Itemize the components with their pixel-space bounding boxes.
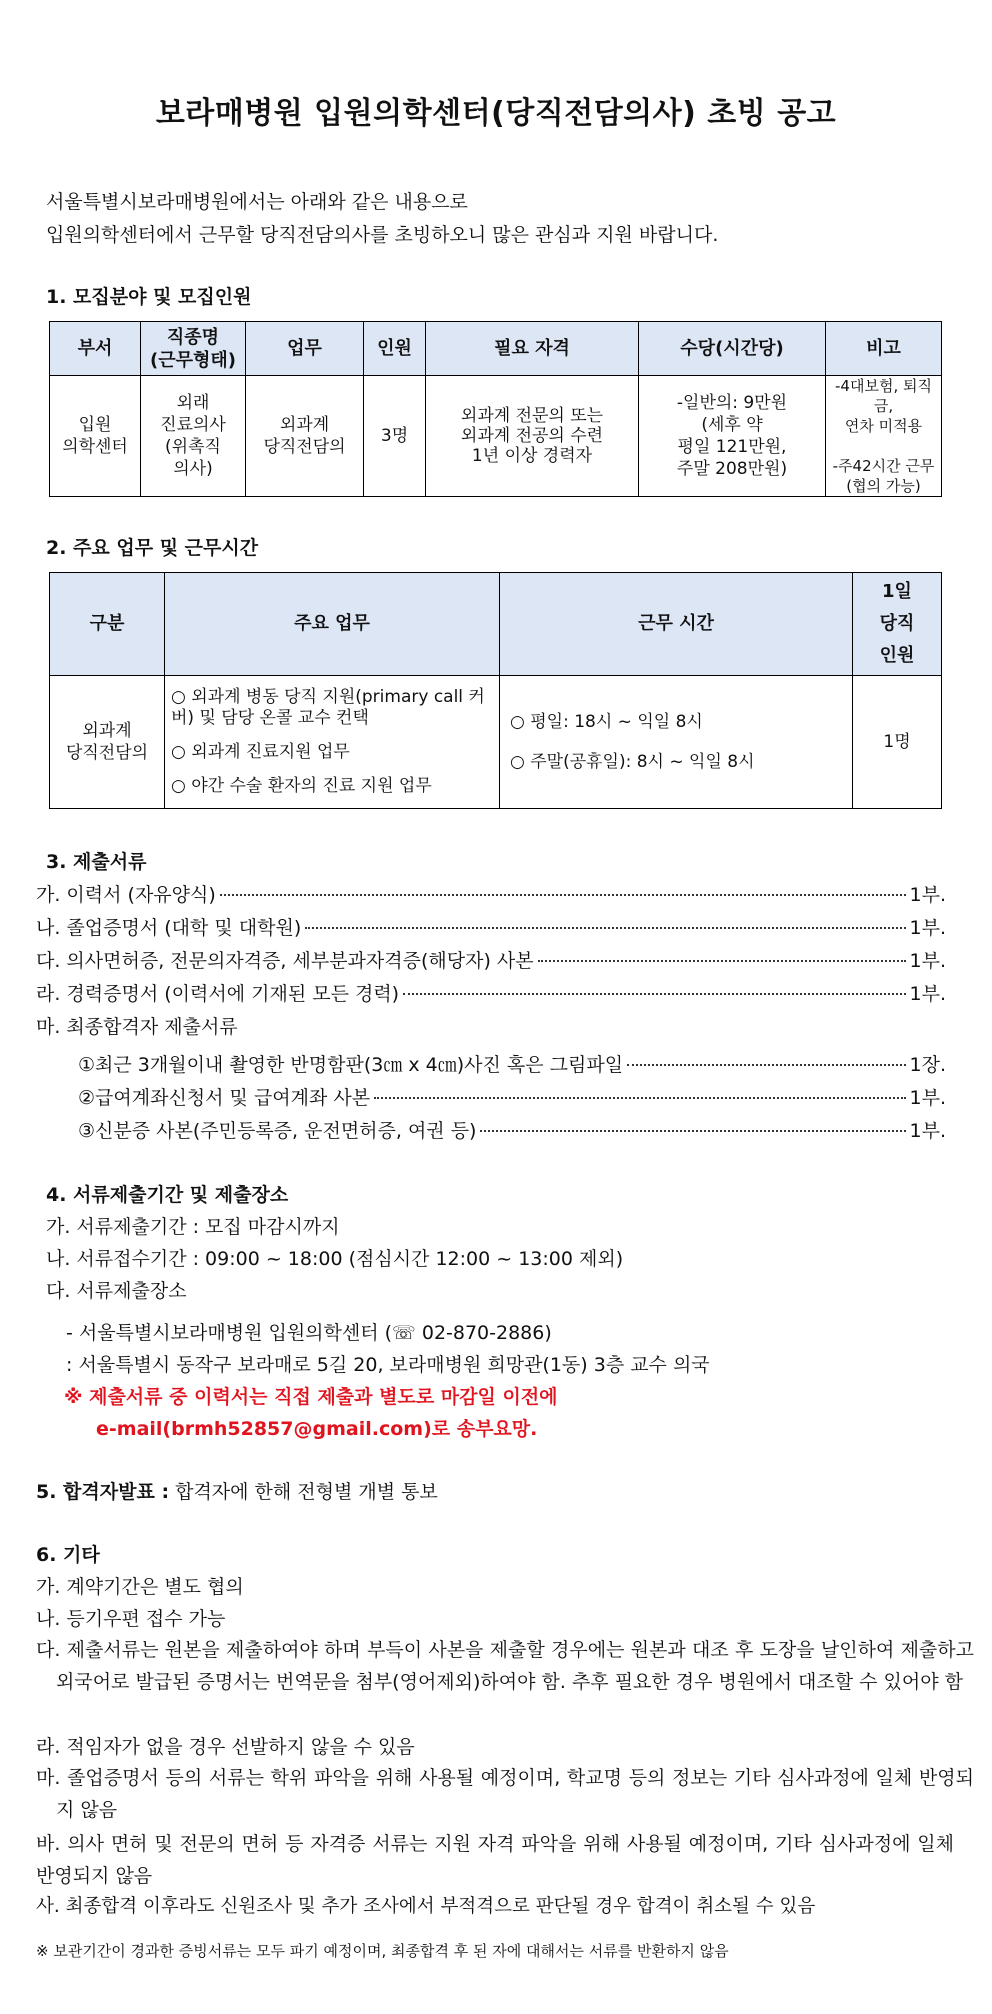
submission-place: - 서울특별시보라매병원 입원의학센터 (☏ 02-870-2886) bbox=[66, 1322, 552, 1344]
final-doc-qty: 1장. bbox=[909, 1054, 946, 1076]
submission-hours: 나. 서류접수기간 : 09:00 ~ 18:00 (점심시간 12:00 ~ 13:00 제외) bbox=[46, 1248, 624, 1270]
misc-item: 바. 의사 면허 및 전문의 면허 등 자격증 서류는 지원 자격 파악을 위해 사용될 예정이며, 기타 심사과정에 일체 반영되지 않음 bbox=[36, 1833, 954, 1887]
final-doc-qty: 1부. bbox=[909, 1087, 946, 1109]
cell-duties bbox=[165, 676, 500, 809]
email-address: e-mail(brmh52857@gmail.com)로 송부요망. bbox=[96, 1418, 538, 1440]
header-hours: 근무 시간 bbox=[500, 573, 853, 676]
doc-item-label: 나. 졸업증명서 (대학 및 대학원) bbox=[36, 917, 302, 939]
header-qualification: 필요 자격 bbox=[426, 322, 639, 376]
header-note: 비고 bbox=[826, 322, 942, 376]
intro-text bbox=[46, 186, 718, 252]
final-doc-label: ①최근 3개월이내 촬영한 반명함판(3㎝ x 4㎝)사진 혹은 그림파일 bbox=[78, 1054, 624, 1076]
submission-place-label: 다. 서류제출장소 bbox=[46, 1280, 187, 1302]
cell-count: 3명 bbox=[364, 376, 426, 497]
section-1-heading: 1. 모집분야 및 모집인원 bbox=[46, 286, 252, 308]
section-5 bbox=[36, 1477, 438, 1504]
hours-item: ○ 주말(공휴일): 8시 ~ 익일 8시 bbox=[510, 752, 755, 772]
cell-job: 외래 진료의사 (위촉직 의사) bbox=[141, 376, 246, 497]
doc-item-qty: 1부. bbox=[909, 983, 946, 1005]
doc-item-label: 가. 이력서 (자유양식) bbox=[36, 884, 216, 906]
final-doc-item bbox=[78, 1050, 946, 1077]
doc-item bbox=[36, 913, 946, 940]
submission-period: 가. 서류제출기간 : 모집 마감시까지 bbox=[46, 1216, 340, 1238]
duty-item: ○ 야간 수술 환자의 진료 지원 업무 bbox=[171, 776, 432, 796]
doc-item bbox=[36, 880, 946, 907]
header-dept: 부서 bbox=[50, 322, 141, 376]
recruit-table bbox=[49, 321, 942, 497]
cell-task: 외과계 당직전담의 bbox=[246, 376, 364, 497]
cell-daily-count: 1명 bbox=[853, 676, 942, 809]
cell-hours bbox=[500, 676, 853, 809]
final-docs-label: 마. 최종합격자 제출서류 bbox=[36, 1016, 238, 1038]
duty-table bbox=[49, 572, 942, 809]
misc-item: 사. 최종합격 이후라도 신원조사 및 추가 조사에서 부적격으로 판단될 경우 합격이 취소될 수 있음 bbox=[36, 1896, 816, 1917]
duty-item: ○ 외과계 진료지원 업무 bbox=[171, 742, 350, 762]
misc-item: 마. 졸업증명서 등의 서류는 학위 파악을 위해 사용될 예정이며, 학교명 등의 정보는 기타 심사과정에 일체 반영되지 않음 bbox=[36, 1767, 974, 1821]
intro-line: 입원의학센터에서 근무할 당직전담의사를 초빙하오니 많은 관심과 지원 바랍니다. bbox=[46, 224, 719, 246]
hours-item: ○ 평일: 18시 ~ 익일 8시 bbox=[510, 712, 703, 732]
doc-item-qty: 1부. bbox=[909, 950, 946, 972]
cell-pay: -일반의: 9만원 (세후 약 평일 121만원, 주말 208만원) bbox=[639, 376, 826, 497]
misc-item: 가. 계약기간은 별도 협의 bbox=[36, 1576, 244, 1598]
section-2-heading: 2. 주요 업무 및 근무시간 bbox=[46, 537, 259, 559]
duty-item: ○ 외과계 병동 당직 지원(primary call 커버) 및 담당 온콜 교수 컨택 bbox=[171, 687, 485, 728]
doc-item bbox=[36, 946, 946, 973]
cell-note: -4대보험, 퇴직금, 연차 미적용 -주42시간 근무 (협의 가능) bbox=[826, 376, 942, 497]
header-duty: 주요 업무 bbox=[165, 573, 500, 676]
page-title: 보라매병원 입원의학센터(당직전담의사) 초빙 공고 bbox=[155, 96, 837, 131]
cell-division: 외과계 당직전담의 bbox=[50, 676, 165, 809]
final-doc-qty: 1부. bbox=[909, 1120, 946, 1142]
final-doc-item bbox=[78, 1083, 946, 1110]
misc-item: 라. 적임자가 없을 경우 선발하지 않을 수 있음 bbox=[36, 1736, 415, 1758]
cell-dept: 입원 의학센터 bbox=[50, 376, 141, 497]
section-5-heading: 5. 합격자발표 : bbox=[36, 1481, 170, 1503]
section-5-text: 합격자에 한해 전형별 개별 통보 bbox=[169, 1481, 438, 1503]
final-doc-label: ③신분증 사본(주민등록증, 운전면허증, 여권 등) bbox=[78, 1120, 477, 1142]
header-pay: 수당(시간당) bbox=[639, 322, 826, 376]
header-daily-count: 1일 당직 인원 bbox=[853, 573, 942, 676]
misc-item: 나. 등기우편 접수 가능 bbox=[36, 1608, 226, 1630]
final-doc-label: ②급여계좌신청서 및 급여계좌 사본 bbox=[78, 1087, 371, 1109]
submission-address: : 서울특별시 동작구 보라매로 5길 20, 보라매병원 희망관(1동) 3층 교수 의국 bbox=[66, 1354, 710, 1376]
header-job: 직종명 (근무형태) bbox=[141, 322, 246, 376]
doc-item bbox=[36, 979, 946, 1006]
footnote: ※ 보관기간이 경과한 증빙서류는 모두 파기 예정이며, 최종합격 후 된 자에 대해서는 서류를 반환하지 않음 bbox=[36, 1942, 729, 1960]
doc-item-label: 다. 의사면허증, 전문의자격증, 세부분과자격증(해당자) 사본 bbox=[36, 950, 534, 972]
misc-item: 다. 제출서류는 원본을 제출하여야 하며 부득이 사본을 제출할 경우에는 원본과 대조 후 도장을 날인하여 제출하고 외국어로 발급된 증명서는 번역문을 첨부(영어제외)하여야 함. 추후 필요한 경우 병원에서 대조할 수 있어야 함 bbox=[36, 1639, 974, 1693]
section-3-heading: 3. 제출서류 bbox=[46, 851, 147, 873]
header-count: 인원 bbox=[364, 322, 426, 376]
cell-qualification: 외과계 전문의 또는 외과계 전공의 수련 1년 이상 경력자 bbox=[426, 376, 639, 497]
section-4-heading: 4. 서류제출기간 및 제출장소 bbox=[46, 1184, 289, 1206]
doc-item-qty: 1부. bbox=[909, 917, 946, 939]
intro-line: 서울특별시보라매병원에서는 아래와 같은 내용으로 bbox=[46, 191, 468, 213]
final-doc-item bbox=[78, 1116, 946, 1143]
email-notice: ※ 제출서류 중 이력서는 직접 제출과 별도로 마감일 이전에 bbox=[64, 1386, 558, 1408]
doc-item-qty: 1부. bbox=[909, 884, 946, 906]
section-6-heading: 6. 기타 bbox=[36, 1544, 100, 1566]
header-division: 구분 bbox=[50, 573, 165, 676]
header-task: 업무 bbox=[246, 322, 364, 376]
doc-item-label: 라. 경력증명서 (이력서에 기재된 모든 경력) bbox=[36, 983, 400, 1005]
